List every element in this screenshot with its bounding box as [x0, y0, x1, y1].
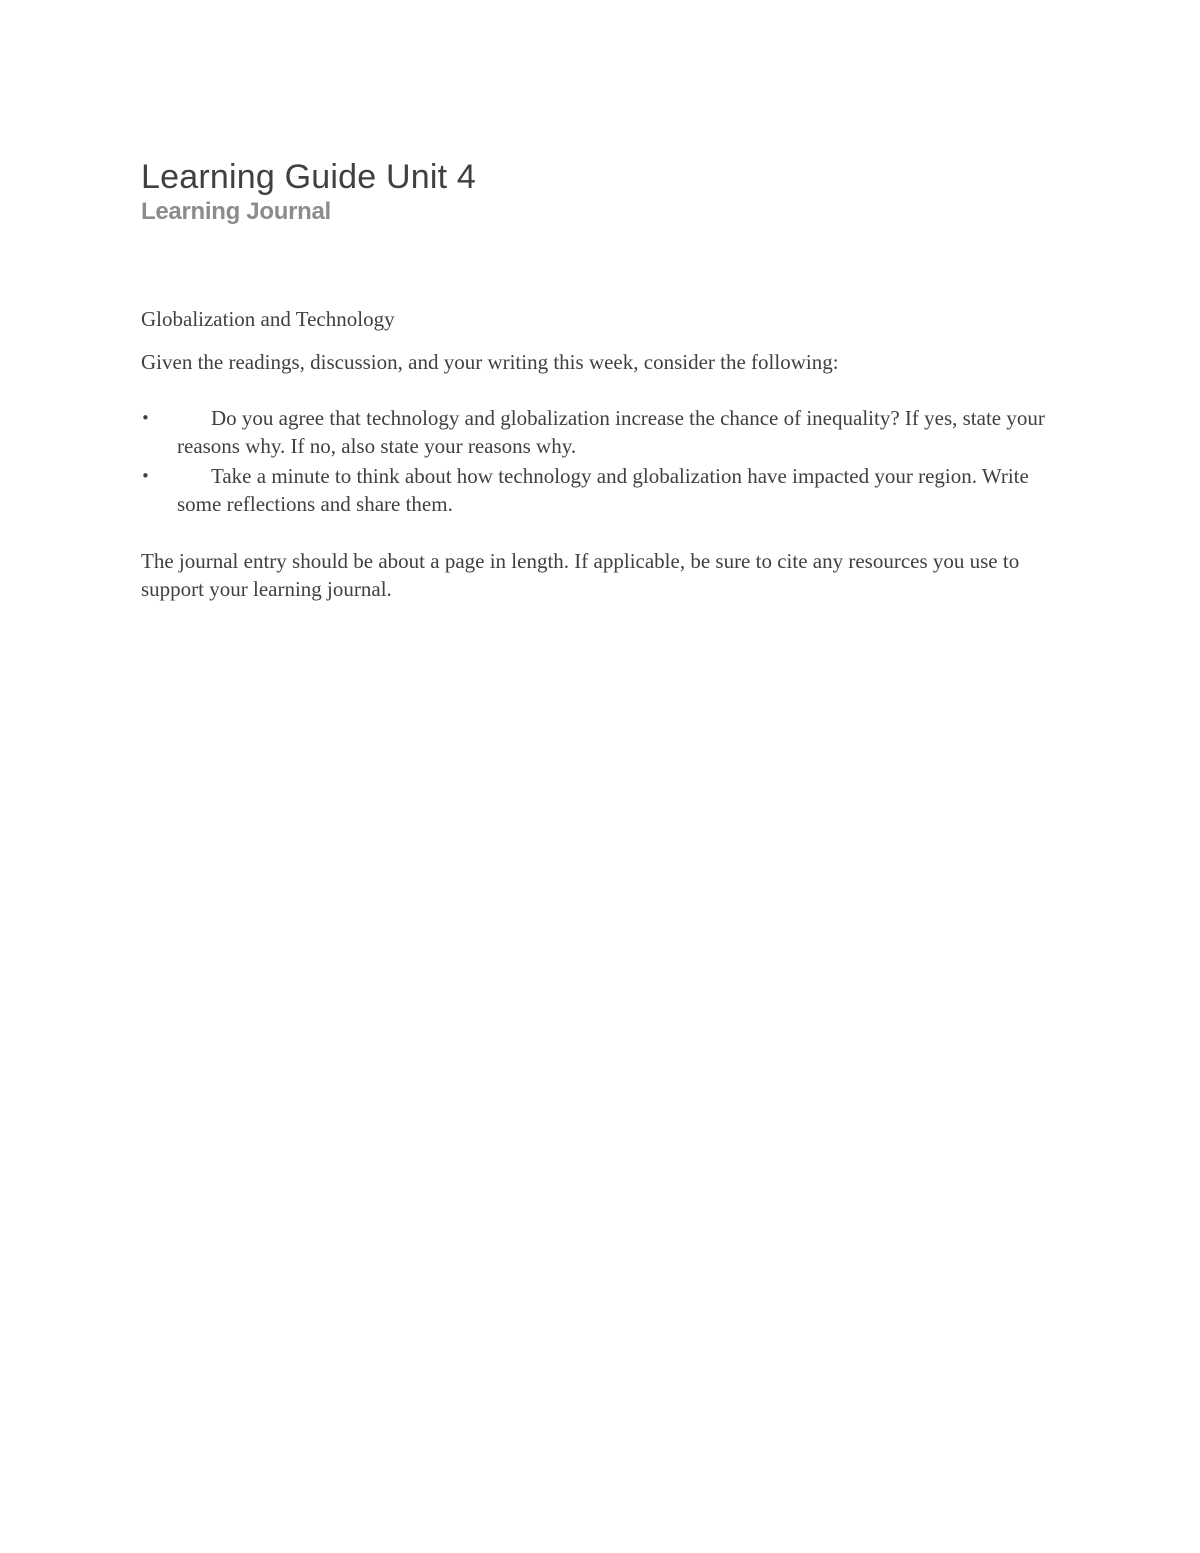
list-item-text: Do you agree that technology and globalization increase the chance of inequality? If yes, state your reasons why. If no, also state your reasons why. [177, 406, 1045, 458]
bullet-icon: • [141, 467, 150, 485]
bullet-icon: • [141, 409, 150, 427]
list-item-text: Take a minute to think about how technology and globalization have impacted your region. Write some reflections and share them. [177, 464, 1029, 516]
document-subtitle: Learning Journal [141, 198, 331, 225]
document-title: Learning Guide Unit 4 [141, 158, 476, 196]
intro-paragraph: Given the readings, discussion, and your writing this week, consider the following: [141, 350, 839, 374]
topic-heading: Globalization and Technology [141, 307, 395, 331]
question-list [141, 404, 1061, 520]
list-item [141, 462, 1061, 518]
list-item [141, 404, 1061, 460]
closing-paragraph: The journal entry should be about a page in length. If applicable, be sure to cite any resources you use to support your learning journal. [141, 549, 1020, 601]
